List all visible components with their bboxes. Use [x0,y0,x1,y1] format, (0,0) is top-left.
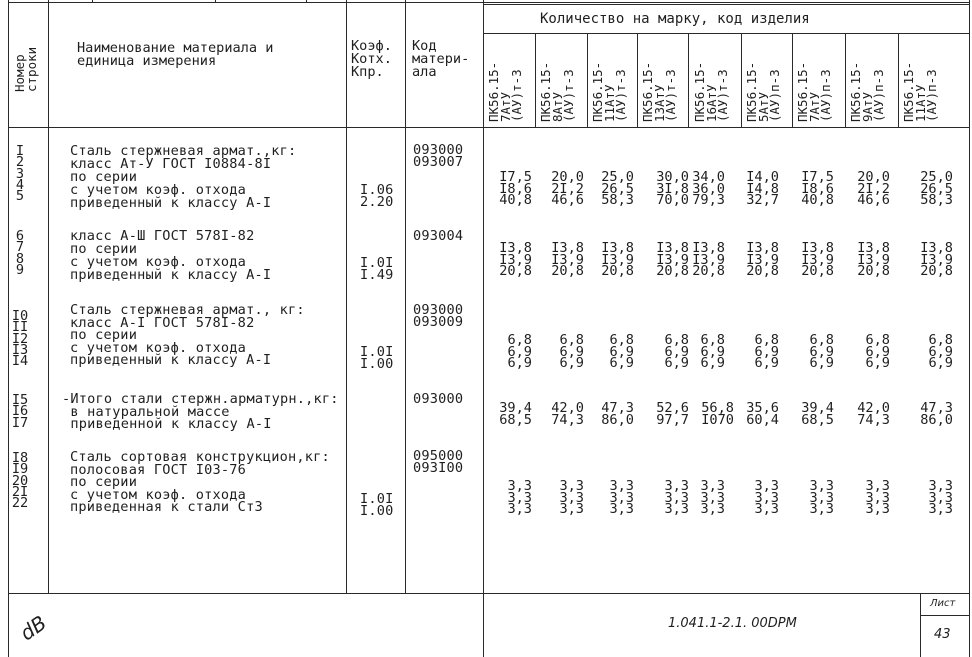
group-4-val-4: 52,6 97,7 [656,400,689,428]
group-4-val-3: 47,3 86,0 [601,400,634,428]
sheet-number: 43 [934,627,951,642]
group-3-val-6: 6,8 6,9 6,9 [754,332,779,371]
header-top-right [483,4,970,5]
group-1-val-8: 20,0 2I,2 46,6 [857,169,890,208]
col-sep-q2 [587,34,588,128]
group-2-val-7: I3,8 I3,9 20,8 [801,240,834,279]
sheet-label: Лист [930,598,956,609]
group-3-val-7: 6,8 6,9 6,9 [809,332,834,371]
group-2-val-9: I3,8 I3,9 20,8 [920,240,953,279]
group-4-val-1: 39,4 68,5 [499,400,532,428]
footer-top-line [8,593,970,594]
group-1-val-2: 20,0 2I,2 46,6 [551,169,584,208]
group-5-val-6: 3,3 3,3 3,3 [754,478,779,517]
footer-sheet-sep [920,594,921,657]
header-col-7: ПК56.15- 7АтУ (АУ)п-3 [795,61,833,122]
group-1-text: Сталь стержневая армат.,кг: класс Ат-У ГОСТ I0884-8I по серии с учетом коэф. отхода приведенный к классу А-I [70,143,297,211]
group-2-val-2: I3,8 I3,9 20,8 [551,240,584,279]
group-4-val-2: 42,0 74,3 [551,400,584,428]
group-2-val-4: I3,8 I3,9 20,8 [656,240,689,279]
right-border [969,0,970,657]
header-col-4: ПК56.15- 13АтУ (АУ)т-3 [640,61,678,122]
group-4-val-9: 47,3 86,0 [920,400,953,428]
group-3-val-3: 6,8 6,9 6,9 [609,332,634,371]
group-5-row-numbers: I8 I9 20 2I 22 [11,450,29,512]
group-1-code: 093000 093007 [413,142,464,170]
signature: dB [15,610,51,646]
group-4-val-8: 42,0 74,3 [857,400,890,428]
group-5-code: 095000 093I00 [413,448,464,476]
group-2-coef: I.0I I.49 [360,255,394,283]
header-col-1: ПК56.15- 7АтУ (АУ)т-3 [486,61,524,122]
header-col-6: ПК56.15- 5АтУ (АУ)п-3 [744,61,782,122]
group-3-val-2: 6,8 6,9 6,9 [559,332,584,371]
col-sep-q4 [688,34,689,128]
top-stub-2 [215,0,216,3]
group-2-val-1: I3,8 I3,9 20,8 [499,240,532,279]
top-stub-3 [306,0,307,3]
col-sep-q5 [741,34,742,128]
group-1-coef: I.06 2.20 [360,182,394,210]
group-3-val-1: 6,8 6,9 6,9 [507,332,532,371]
group-5-val-3: 3,3 3,3 3,3 [609,478,634,517]
group-1-val-9: 25,0 26,5 58,3 [920,169,953,208]
group-2-val-6: I3,8 I3,9 20,8 [746,240,779,279]
header-col-5: ПК56.15- 16АтУ (АУ)т-3 [692,61,730,122]
group-5-coef: I.0I I.00 [360,491,394,519]
header-col-3: ПК56.15- 11АтУ (АУ)т-3 [590,61,628,122]
group-3-val-9: 6,8 6,9 6,9 [928,332,953,371]
group-5-text: Сталь сортовая конструкцион,кг: полосовая ГОСТ I03-76 по серии с учетом коэф. отхода приведенная к стали Ст3 [70,449,330,515]
group-3-row-numbers: I0 II I2 I3 I4 [11,308,29,370]
group-1-val-5: 34,0 36,0 79,3 [692,169,725,208]
top-stub-1 [92,0,93,3]
group-3-code: 093000 093009 [413,302,464,330]
group-1-val-1: I7,5 I8,6 40,8 [499,169,532,208]
col-sep-name [346,0,347,594]
group-5-val-4: 3,3 3,3 3,3 [664,478,689,517]
group-4-text: -Итого стали стержн.арматурн.,кг: в натуральной массе приведенной к классу А-I [62,391,339,432]
group-5-val-5: 3,3 3,3 3,3 [700,478,725,517]
group-2-val-8: I3,8 I3,9 20,8 [857,240,890,279]
group-3-text: Сталь стержневая армат., кг: класс А-I ГОСТ 578I-82 по серии с учетом коэф. отхода приведенный к классу А-I [70,302,305,368]
footer-sheet-line [920,615,970,616]
header-bottom-line [8,127,970,128]
doc-code: 1.041.1-2.1. 00DPM [668,616,797,631]
col-sep-rownum [48,0,49,594]
group-4-code: 093000 [413,391,464,407]
header-row-number: Номер строки [12,46,39,92]
header-col-2: ПК56.15- 8АтУ (АУ)т-3 [538,61,576,122]
group-5-val-1: 3,3 3,3 3,3 [507,478,532,517]
header-col-9: ПК56.15- 11АтУ (АУ)п-3 [901,61,939,122]
col-sep-code [483,0,484,657]
group-1-val-3: 25,0 26,5 58,3 [601,169,634,208]
col-sep-q1 [535,34,536,128]
group-4-val-6: 35,6 60,4 [746,400,779,428]
group-2-val-5: I3,8 I3,9 20,8 [692,240,725,279]
group-4-row-numbers: I5 I6 I7 [11,392,29,431]
col-sep-q6 [792,34,793,128]
col-sep-q8 [898,34,899,128]
col-sep-coef [405,0,406,594]
group-4-val-7: 39,4 68,5 [801,400,834,428]
group-5-val-2: 3,3 3,3 3,3 [559,478,584,517]
group-4-val-5: 56,8 I070 [701,400,734,428]
header-col-8: ПК56.15- 9АтУ (АУ)п-3 [848,61,886,122]
group-5-val-8: 3,3 3,3 3,3 [865,478,890,517]
group-2-code: 093004 [413,228,464,244]
group-2-val-3: I3,8 I3,9 20,8 [601,240,634,279]
header-coef: Коэф. Котх. Кпр. [351,38,392,80]
quantity-title-line [483,33,970,34]
header-quantity-title: Количество на марку, код изделия [540,11,810,27]
group-5-val-7: 3,3 3,3 3,3 [809,478,834,517]
group-2-row-numbers: 6 7 8 9 [15,228,25,278]
group-1-row-numbers: I 2 3 4 5 [15,143,25,205]
group-3-val-8: 6,8 6,9 6,9 [865,332,890,371]
group-1-val-7: I7,5 I8,6 40,8 [801,169,834,208]
header-material-name: Наименование материала и единица измерения [77,40,274,69]
group-3-val-4: 6,8 6,9 6,9 [664,332,689,371]
col-sep-q7 [845,34,846,128]
group-2-text: класс А-Ш ГОСТ 578I-82 по серии с учетом коэф. отхода приведенный к классу А-I [70,228,272,283]
group-1-val-4: 30,0 3I,8 70,0 [656,169,689,208]
col-sep-q3 [637,34,638,128]
header-code: Код матери- ала [412,38,470,80]
group-3-val-5: 6,8 6,9 6,9 [700,332,725,371]
group-5-val-9: 3,3 3,3 3,3 [928,478,953,517]
group-3-coef: I.0I I.00 [360,344,394,372]
group-1-val-6: I4,0 I4,8 32,7 [746,169,779,208]
